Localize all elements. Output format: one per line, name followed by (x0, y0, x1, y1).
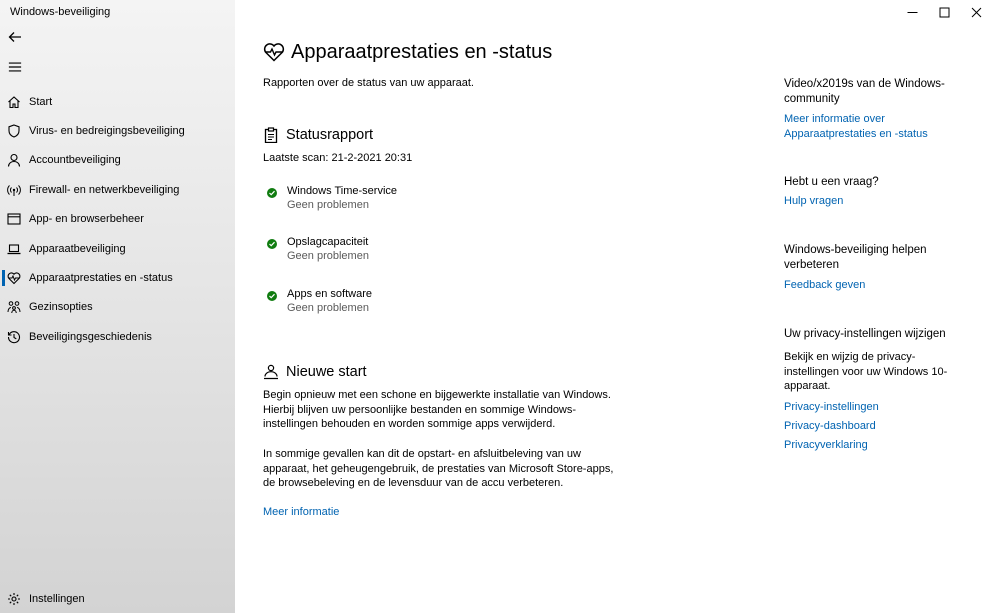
status-report-title: Statusrapport (286, 127, 374, 143)
community-link[interactable]: Meer informatie over Apparaatprestaties en -status (784, 113, 928, 140)
improve-heading: Windows-beveiliging helpen verbeteren (784, 244, 927, 271)
fresh-start-paragraph-1: Begin opnieuw met een schone en bijgewerkte installatie van Windows. Hierbij blijven uw persoonlijke bestanden en sommige Windows-instellingen behouden en worden sommige apps verwijderd. (263, 389, 611, 430)
sidebar-item-label: Beveiligingsgeschiedenis (29, 331, 152, 343)
right-panel (784, 0, 984, 613)
person-icon (7, 153, 21, 167)
sidebar-item-label: Gezinsopties (29, 301, 93, 313)
heart-pulse-icon (7, 271, 21, 285)
sidebar-item-device-performance[interactable] (0, 265, 235, 291)
privacy-statement-link[interactable]: Privacyverklaring (784, 439, 868, 451)
question-heading: Hebt u een vraag? (784, 176, 879, 188)
heart-pulse-icon (263, 42, 285, 62)
check-icon (267, 188, 277, 198)
status-item-state: Geen problemen (287, 302, 369, 314)
menu-button[interactable] (6, 58, 24, 76)
status-item-name: Apps en software (287, 288, 372, 300)
clipboard-icon (263, 127, 279, 143)
home-icon (7, 95, 21, 109)
last-scan-text: Laatste scan: 21-2-2021 20:31 (263, 152, 413, 164)
page-title: Apparaatprestaties en -status (291, 41, 553, 63)
status-item-state: Geen problemen (287, 199, 369, 211)
fresh-start-icon (263, 364, 279, 380)
sidebar-item-label: Firewall- en netwerkbeveiliging (29, 184, 180, 196)
sidebar-item-label: Virus- en bedreigingsbeveiliging (29, 125, 185, 137)
sidebar-item-virus[interactable] (0, 118, 235, 144)
sidebar (0, 0, 235, 613)
sidebar-item-label: Apparaatbeveiliging (29, 243, 126, 255)
sidebar-item-account[interactable] (0, 147, 235, 173)
status-item-name: Opslagcapaciteit (287, 236, 369, 248)
status-item-state: Geen problemen (287, 250, 369, 262)
wifi-antenna-icon (7, 183, 21, 197)
sidebar-item-history[interactable] (0, 324, 235, 350)
hamburger-icon (8, 60, 22, 74)
status-item-name: Windows Time-service (287, 185, 398, 197)
sidebar-item-label: Start (29, 96, 53, 108)
gear-icon (7, 592, 21, 606)
fresh-start-paragraph-2: In sommige gevallen kan dit de opstart- en afsluitbeleving van uw apparaat, het geheugengebruik, de prestaties van Microsoft Store-apps, de browsebeleving en de levensduur van de accu verbeteren. (263, 448, 614, 489)
privacy-text: Bekijk en wijzig de privacy-instellingen voor uw Windows 10-apparaat. (784, 351, 948, 392)
sidebar-item-family[interactable] (0, 294, 235, 320)
window-title: Windows-beveiliging (10, 6, 111, 18)
back-button[interactable] (6, 28, 24, 46)
sidebar-item-label: App- en browserbeheer (29, 213, 144, 225)
sidebar-item-label: Instellingen (29, 593, 85, 605)
privacy-settings-link[interactable]: Privacy-instellingen (784, 401, 879, 413)
feedback-link[interactable]: Feedback geven (784, 279, 866, 291)
history-icon (7, 330, 21, 344)
community-heading: Video/x2019s van de Windows-community (784, 78, 945, 105)
sidebar-item-firewall[interactable] (0, 177, 235, 203)
sidebar-item-device-security[interactable] (0, 236, 235, 262)
check-icon (267, 291, 277, 301)
sidebar-item-label: Apparaatprestaties en -status (29, 272, 173, 284)
page-subtitle: Rapporten over de status van uw apparaat. (263, 77, 474, 89)
privacy-dashboard-link[interactable]: Privacy-dashboard (784, 420, 876, 432)
laptop-icon (7, 242, 21, 256)
browser-window-icon (7, 212, 21, 226)
family-icon (7, 300, 21, 314)
more-info-link[interactable]: Meer informatie (263, 506, 340, 518)
check-icon (267, 239, 277, 249)
help-link[interactable]: Hulp vragen (784, 195, 844, 207)
sidebar-item-label: Accountbeveiliging (29, 154, 121, 166)
main-content (235, 0, 775, 613)
sidebar-item-start[interactable] (0, 89, 235, 115)
sidebar-item-settings[interactable] (0, 586, 235, 612)
back-arrow-icon (7, 29, 23, 45)
sidebar-item-app-browser[interactable] (0, 206, 235, 232)
privacy-heading: Uw privacy-instellingen wijzigen (784, 328, 946, 340)
shield-icon (7, 124, 21, 138)
fresh-start-title: Nieuwe start (286, 364, 367, 380)
